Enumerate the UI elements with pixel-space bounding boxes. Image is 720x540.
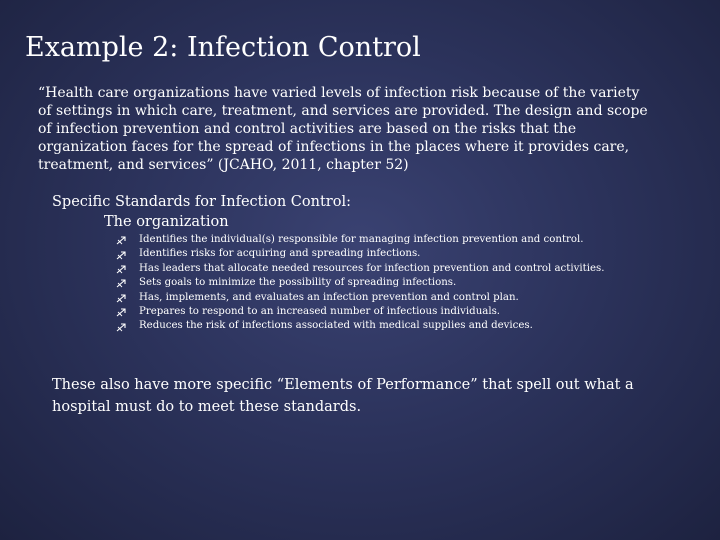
- list-item-text: Sets goals to minimize the possibility of spreading infections.: [139, 277, 457, 289]
- list-item: [116, 262, 604, 276]
- closing-paragraph: [52, 374, 692, 418]
- list-item-text: Has leaders that allocate needed resources for infection prevention and control activities.: [139, 262, 605, 274]
- list-item: [116, 319, 604, 333]
- list-item: [116, 247, 604, 261]
- list-item-text: Reduces the risk of infections associated with medical supplies and devices.: [139, 320, 533, 332]
- quote-paragraph: [38, 84, 698, 174]
- quote-line: treatment, and services” (JCAHO, 2011, chapter 52): [38, 157, 409, 173]
- arrow-bullet-icon: [116, 235, 130, 245]
- slide-title: Example 2: Infection Control: [25, 32, 421, 63]
- arrow-bullet-icon: [116, 322, 130, 332]
- closing-line: These also have more specific “Elements of Performance” that spell out what a: [52, 377, 634, 393]
- closing-line: hospital must do to meet these standards.: [52, 399, 362, 415]
- list-item: [116, 233, 604, 247]
- standards-list: [116, 233, 604, 334]
- list-item: [116, 305, 604, 319]
- arrow-bullet-icon: [116, 307, 130, 317]
- list-item-text: Identifies the individual(s) responsible for managing infection prevention and control.: [139, 234, 584, 245]
- arrow-bullet-icon: [116, 278, 130, 288]
- quote-line: organization faces for the spread of infections in the places where it provides care,: [38, 139, 630, 155]
- list-item-text: Has, implements, and evaluates an infection prevention and control plan.: [139, 291, 519, 303]
- list-item: [116, 276, 604, 290]
- arrow-bullet-icon: [116, 293, 130, 303]
- quote-line: of infection prevention and control activities are based on the risks that the: [38, 121, 577, 137]
- list-item-text: Identifies risks for acquiring and spreading infections.: [139, 248, 421, 260]
- list-item: [116, 291, 604, 305]
- quote-line: “Health care organizations have varied levels of infection risk because of the variety: [38, 85, 640, 101]
- list-item-text: Prepares to respond to an increased number of infectious individuals.: [139, 305, 501, 317]
- organization-label: The organization: [104, 214, 229, 230]
- quote-line: of settings in which care, treatment, and services are provided. The design and scope: [38, 103, 648, 119]
- arrow-bullet-icon: [116, 264, 130, 274]
- standards-heading: Specific Standards for Infection Control:: [52, 194, 351, 210]
- arrow-bullet-icon: [116, 250, 130, 260]
